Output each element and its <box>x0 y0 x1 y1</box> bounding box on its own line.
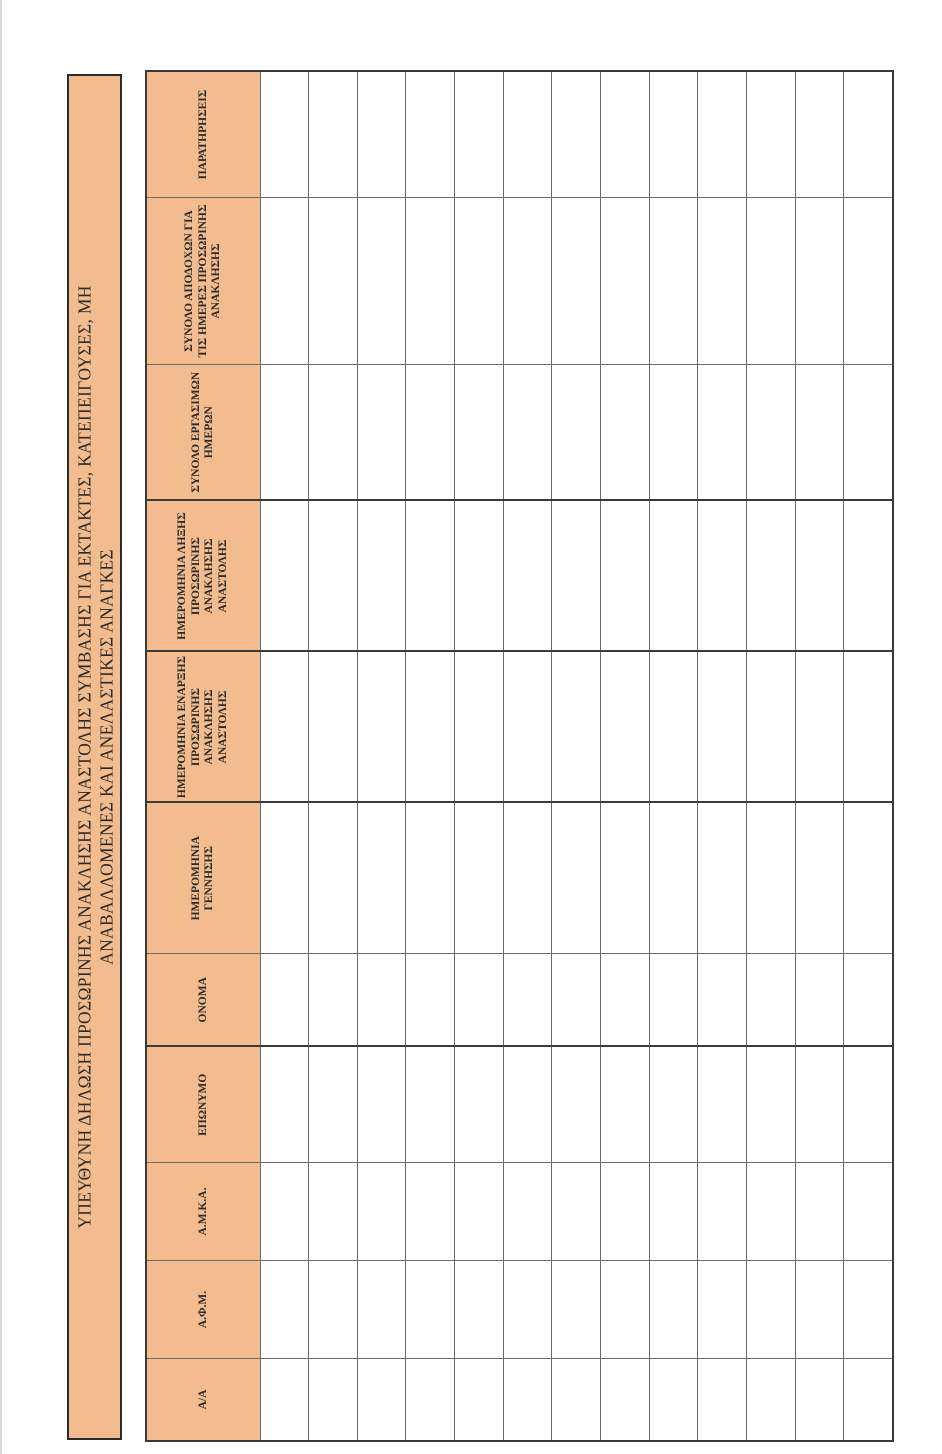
table-cell[interactable] <box>552 198 601 365</box>
table-cell[interactable] <box>795 198 844 365</box>
table-cell[interactable] <box>746 1047 795 1163</box>
table-row <box>357 72 406 1441</box>
table-cell[interactable] <box>357 365 406 501</box>
table-cell[interactable] <box>260 198 309 365</box>
table-cell[interactable] <box>503 1261 552 1359</box>
table-cell[interactable] <box>698 72 747 198</box>
table-cell[interactable] <box>406 1047 455 1163</box>
table-cell[interactable] <box>260 1359 309 1441</box>
table-cell[interactable] <box>552 501 601 652</box>
table-cell[interactable] <box>309 803 358 954</box>
table-cell[interactable] <box>698 1261 747 1359</box>
table-cell[interactable] <box>357 1047 406 1163</box>
table-cell[interactable] <box>455 198 504 365</box>
table-cell[interactable] <box>601 1163 650 1261</box>
table-cell[interactable] <box>601 72 650 198</box>
table-cell[interactable] <box>746 1261 795 1359</box>
table-cell[interactable] <box>455 1359 504 1441</box>
table-cell[interactable] <box>552 1261 601 1359</box>
table-cell[interactable] <box>746 803 795 954</box>
table-cell[interactable] <box>406 198 455 365</box>
table-cell[interactable] <box>795 1359 844 1441</box>
table-cell[interactable] <box>260 72 309 198</box>
table-cell[interactable] <box>503 198 552 365</box>
table-cell[interactable] <box>746 198 795 365</box>
table-cell[interactable] <box>357 1359 406 1441</box>
form-title-banner <box>67 74 122 1440</box>
table-cell[interactable] <box>844 1359 893 1441</box>
table-cell[interactable] <box>601 1359 650 1441</box>
table-cell[interactable] <box>503 1163 552 1261</box>
table-cell[interactable] <box>844 803 893 954</box>
table-cell[interactable] <box>309 1359 358 1441</box>
table-cell[interactable] <box>406 1261 455 1359</box>
table-cell[interactable] <box>795 365 844 501</box>
table-cell[interactable] <box>406 1359 455 1441</box>
table-cell[interactable] <box>455 652 504 803</box>
table-cell[interactable] <box>844 954 893 1047</box>
col-header-start-date: ΗΜΕΡΟΜΗΝΙΑ ΕΝΑΡΞΗΣ ΠΡΟΣΩΡΙΝΗΣ ΑΝΑΚΛΗΣΗΣ ΑΝΑΣΤΟΛΗΣ <box>147 652 261 803</box>
table-cell[interactable] <box>455 365 504 501</box>
table-row <box>455 72 504 1441</box>
table-row <box>649 72 698 1441</box>
form-title-line-2: ΑΝΑΒΑΛΛΟΜΕΝΕΣ ΚΑΙ ΑΝΕΛΑΣΤΙΚΕΣ ΑΝΑΓΚΕΣ <box>95 549 116 965</box>
table-cell[interactable] <box>844 652 893 803</box>
table-cell[interactable] <box>309 1047 358 1163</box>
table-cell[interactable] <box>698 1359 747 1441</box>
table-cell[interactable] <box>406 803 455 954</box>
table-cell[interactable] <box>503 365 552 501</box>
table-cell[interactable] <box>698 198 747 365</box>
table-cell[interactable] <box>406 501 455 652</box>
table-cell[interactable] <box>746 652 795 803</box>
table-cell[interactable] <box>601 803 650 954</box>
table-cell[interactable] <box>844 1163 893 1261</box>
table-cell[interactable] <box>795 803 844 954</box>
table-cell[interactable] <box>503 1047 552 1163</box>
table-row <box>309 72 358 1441</box>
table-row <box>795 72 844 1441</box>
table-row <box>503 72 552 1441</box>
col-header-working-days: ΣΥΝΟΛΟ ΕΡΓΑΣΙΜΩΝ ΗΜΕΡΩΝ <box>147 365 261 501</box>
table-cell[interactable] <box>309 1261 358 1359</box>
table-cell[interactable] <box>309 954 358 1047</box>
table-cell[interactable] <box>698 954 747 1047</box>
table-cell[interactable] <box>601 365 650 501</box>
table-row <box>406 72 455 1441</box>
table-cell[interactable] <box>649 365 698 501</box>
table-cell[interactable] <box>455 72 504 198</box>
table-cell[interactable] <box>746 72 795 198</box>
table-cell[interactable] <box>649 72 698 198</box>
table-cell[interactable] <box>406 954 455 1047</box>
table-cell[interactable] <box>746 501 795 652</box>
table-cell[interactable] <box>746 1163 795 1261</box>
table-header-row <box>147 72 261 1441</box>
table-row <box>746 72 795 1441</box>
table-cell[interactable] <box>795 501 844 652</box>
table-cell[interactable] <box>552 1163 601 1261</box>
table-cell[interactable] <box>309 72 358 198</box>
table-cell[interactable] <box>795 1261 844 1359</box>
table-cell[interactable] <box>357 803 406 954</box>
table-cell[interactable] <box>698 365 747 501</box>
col-header-name: ΟΝΟΜΑ <box>147 954 261 1047</box>
declaration-table <box>146 72 893 1441</box>
table-row <box>552 72 601 1441</box>
table-cell[interactable] <box>649 198 698 365</box>
table-row <box>601 72 650 1441</box>
table-cell[interactable] <box>601 652 650 803</box>
table-cell[interactable] <box>795 1163 844 1261</box>
table-cell[interactable] <box>503 501 552 652</box>
form-title-line-1: ΥΠΕΥΘΥΝΗ ΔΗΛΩΣΗ ΠΡΟΣΩΡΙΝΗΣ ΑΝΑΚΛΗΣΗΣ ΑΝΑΣΤΟΛΗΣ ΣΥΜΒΑΣΗΣ ΓΙΑ ΕΚΤΑΚΤΕΣ, ΚΑΤΕΠΕΙΓΟΥΣΕΣ, ΜΗ <box>73 285 94 1229</box>
table-cell[interactable] <box>260 365 309 501</box>
table-cell[interactable] <box>455 1163 504 1261</box>
table-cell[interactable] <box>406 652 455 803</box>
table-cell[interactable] <box>357 72 406 198</box>
table-cell[interactable] <box>455 803 504 954</box>
table-cell[interactable] <box>746 1359 795 1441</box>
table-cell[interactable] <box>552 1047 601 1163</box>
table-cell[interactable] <box>844 501 893 652</box>
table-cell[interactable] <box>601 1261 650 1359</box>
table-cell[interactable] <box>844 72 893 198</box>
table-cell[interactable] <box>503 954 552 1047</box>
table-cell[interactable] <box>503 803 552 954</box>
table-cell[interactable] <box>357 954 406 1047</box>
page-edge <box>0 0 2 1454</box>
table-cell[interactable] <box>357 652 406 803</box>
table-cell[interactable] <box>649 1359 698 1441</box>
table-cell[interactable] <box>309 1163 358 1261</box>
table-cell[interactable] <box>309 365 358 501</box>
table-cell[interactable] <box>795 72 844 198</box>
table-cell[interactable] <box>795 954 844 1047</box>
table-cell[interactable] <box>357 1261 406 1359</box>
table-cell[interactable] <box>601 198 650 365</box>
table-cell[interactable] <box>260 803 309 954</box>
table-cell[interactable] <box>455 1047 504 1163</box>
table-row <box>698 72 747 1441</box>
col-header-aa: Α/Α <box>147 1359 261 1441</box>
table-cell[interactable] <box>406 365 455 501</box>
table-cell[interactable] <box>601 1047 650 1163</box>
table-cell[interactable] <box>309 501 358 652</box>
table-cell[interactable] <box>698 1163 747 1261</box>
table-cell[interactable] <box>260 1261 309 1359</box>
col-header-birth-date: ΗΜΕΡΟΜΗΝΙΑ ΓΕΝΝΗΣΗΣ <box>147 803 261 954</box>
table-cell[interactable] <box>601 501 650 652</box>
table-cell[interactable] <box>698 1047 747 1163</box>
table-cell[interactable] <box>844 365 893 501</box>
table-cell[interactable] <box>649 1261 698 1359</box>
table-row <box>844 72 893 1441</box>
col-header-end-date: ΗΜΕΡΟΜΗΝΙΑ ΛΗΞΗΣ ΠΡΟΣΩΡΙΝΗΣ ΑΝΑΚΛΗΣΗΣ ΑΝΑΣΤΟΛΗΣ <box>147 501 261 652</box>
table-cell[interactable] <box>698 501 747 652</box>
table-cell[interactable] <box>357 198 406 365</box>
table-cell[interactable] <box>357 1163 406 1261</box>
table-cell[interactable] <box>406 72 455 198</box>
table-cell[interactable] <box>795 1047 844 1163</box>
table-cell[interactable] <box>844 198 893 365</box>
table-cell[interactable] <box>552 954 601 1047</box>
table-cell[interactable] <box>260 652 309 803</box>
table-cell[interactable] <box>649 954 698 1047</box>
table-cell[interactable] <box>601 954 650 1047</box>
table-cell[interactable] <box>309 198 358 365</box>
table-cell[interactable] <box>746 365 795 501</box>
table-cell[interactable] <box>309 652 358 803</box>
table-cell[interactable] <box>260 501 309 652</box>
table-cell[interactable] <box>503 652 552 803</box>
table-cell[interactable] <box>844 1261 893 1359</box>
table-cell[interactable] <box>455 954 504 1047</box>
table-cell[interactable] <box>552 652 601 803</box>
col-header-total-pay: ΣΥΝΟΛΟ ΑΠΟΔΟΧΩΝ ΓΙΑ ΤΙΣ ΗΜΕΡΕΣ ΠΡΟΣΩΡΙΝΗΣ ΑΝΑΚΛΗΣΗΣ <box>147 198 261 365</box>
col-header-afm: Α.Φ.Μ. <box>147 1261 261 1359</box>
table-cell[interactable] <box>357 501 406 652</box>
col-header-surname: ΕΠΩΝΥΜΟ <box>147 1047 261 1163</box>
col-header-remarks: ΠΑΡΑΤΗΡΗΣΕΙΣ <box>147 72 261 198</box>
table-cell[interactable] <box>552 72 601 198</box>
table-cell[interactable] <box>260 954 309 1047</box>
table-cell[interactable] <box>698 652 747 803</box>
table-cell[interactable] <box>503 1359 552 1441</box>
table-cell[interactable] <box>552 803 601 954</box>
table-cell[interactable] <box>260 1047 309 1163</box>
table-cell[interactable] <box>455 1261 504 1359</box>
table-cell[interactable] <box>552 365 601 501</box>
table-cell[interactable] <box>795 652 844 803</box>
table-cell[interactable] <box>649 1047 698 1163</box>
table-cell[interactable] <box>649 501 698 652</box>
table-cell[interactable] <box>746 954 795 1047</box>
table-cell[interactable] <box>260 1163 309 1261</box>
table-cell[interactable] <box>844 1047 893 1163</box>
table-cell[interactable] <box>455 501 504 652</box>
col-header-amka: Α.Μ.Κ.Α. <box>147 1163 261 1261</box>
table-row <box>260 72 309 1441</box>
table-cell[interactable] <box>552 1359 601 1441</box>
table-cell[interactable] <box>649 652 698 803</box>
table-cell[interactable] <box>406 1163 455 1261</box>
table-cell[interactable] <box>503 72 552 198</box>
table-cell[interactable] <box>698 803 747 954</box>
table-cell[interactable] <box>649 1163 698 1261</box>
table-cell[interactable] <box>649 803 698 954</box>
